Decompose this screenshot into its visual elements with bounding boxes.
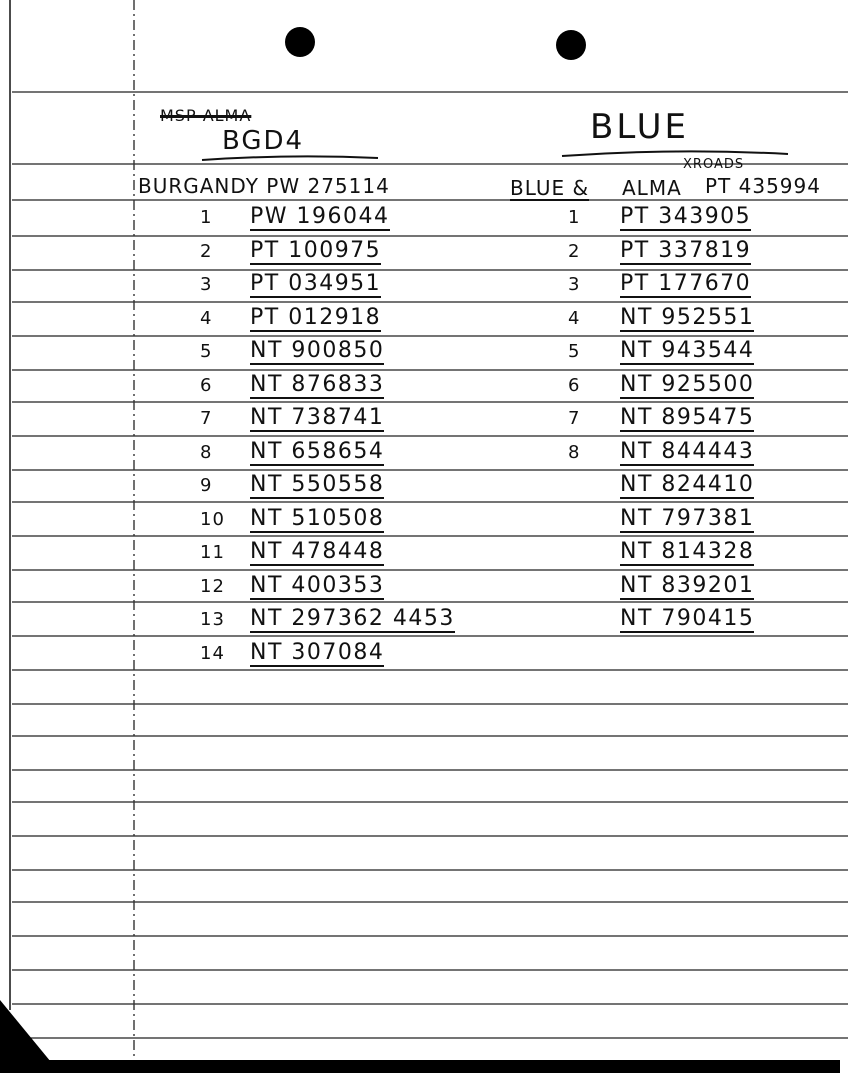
left-entry-number: 9 bbox=[200, 475, 213, 496]
left-entry-number: 6 bbox=[200, 374, 213, 396]
left-entry-code: NT 658654 bbox=[250, 438, 385, 464]
left-entry-code: NT 738741 bbox=[250, 405, 385, 430]
left-column-heading: BURGANDY PW 275114 bbox=[138, 174, 390, 198]
right-column-heading-name: ALMA bbox=[622, 176, 682, 200]
struck-heading: MSP ALMA bbox=[160, 106, 252, 125]
right-entry-number: 8 bbox=[568, 441, 581, 463]
right-entry-code: NT 839201 bbox=[620, 572, 755, 598]
right-column-heading-prefix: BLUE & bbox=[510, 176, 590, 200]
left-entry-code: NT 550558 bbox=[250, 472, 385, 497]
right-entry-code: NT 952551 bbox=[620, 304, 755, 330]
left-entry-code: NT 400353 bbox=[250, 572, 385, 598]
punch-hole-left bbox=[285, 27, 315, 57]
punch-hole-right bbox=[556, 30, 586, 60]
right-entry-number: 3 bbox=[568, 274, 581, 295]
right-entry-number: 5 bbox=[568, 341, 581, 362]
left-entry-code: PW 196044 bbox=[250, 204, 390, 229]
left-entry-code: NT 900850 bbox=[250, 338, 385, 363]
left-title: BGD4 bbox=[222, 126, 305, 156]
left-entry-number: 8 bbox=[200, 441, 213, 463]
left-entry-number: 10 bbox=[200, 508, 225, 530]
left-entry-code: NT 510508 bbox=[250, 505, 385, 531]
left-entry-code: PT 100975 bbox=[250, 237, 382, 263]
left-entry-code: NT 478448 bbox=[250, 539, 385, 564]
right-entry-code: NT 943544 bbox=[620, 338, 755, 363]
left-entry-code: PT 012918 bbox=[250, 304, 382, 330]
right-entry-code: NT 797381 bbox=[620, 505, 755, 531]
right-entry-code: PT 177670 bbox=[620, 271, 752, 296]
right-entry-code: NT 790415 bbox=[620, 606, 755, 631]
left-title-underline bbox=[200, 152, 380, 164]
left-entry-number: 7 bbox=[200, 408, 213, 429]
right-entry-code: NT 925500 bbox=[620, 371, 755, 397]
right-entry-number: 1 bbox=[568, 207, 581, 228]
left-entry-code: NT 307084 bbox=[250, 639, 385, 665]
right-entry-number: 7 bbox=[568, 408, 581, 429]
right-title-underline bbox=[560, 146, 790, 160]
left-entry-number: 5 bbox=[200, 341, 213, 362]
bottom-edge-shadow bbox=[20, 1060, 840, 1073]
left-entry-number: 2 bbox=[200, 240, 213, 262]
left-entry-code: PT 034951 bbox=[250, 271, 382, 296]
right-title: BLUE bbox=[590, 107, 689, 147]
left-entry-number: 11 bbox=[200, 542, 225, 563]
left-entry-number: 14 bbox=[200, 642, 225, 664]
left-entry-number: 13 bbox=[200, 609, 225, 630]
left-entry-number: 4 bbox=[200, 307, 213, 329]
right-entry-number: 6 bbox=[568, 374, 581, 396]
left-entry-number: 12 bbox=[200, 575, 225, 597]
right-entry-code: NT 844443 bbox=[620, 438, 755, 464]
right-column-heading-code: PT 435994 bbox=[705, 174, 821, 198]
right-entry-code: NT 814328 bbox=[620, 539, 755, 564]
left-entry-code: NT 297362 4453 bbox=[250, 606, 455, 631]
right-entry-code: NT 895475 bbox=[620, 405, 755, 430]
left-entry-number: 3 bbox=[200, 274, 213, 295]
right-entry-number: 2 bbox=[568, 240, 581, 262]
left-entry-number: 1 bbox=[200, 207, 213, 228]
right-column-heading-note: XROADS bbox=[683, 157, 745, 172]
right-entry-code: NT 824410 bbox=[620, 472, 755, 497]
left-entry-code: NT 876833 bbox=[250, 371, 385, 397]
right-entry-code: PT 337819 bbox=[620, 237, 752, 263]
right-entry-code: PT 343905 bbox=[620, 204, 752, 229]
right-entry-number: 4 bbox=[568, 307, 581, 329]
